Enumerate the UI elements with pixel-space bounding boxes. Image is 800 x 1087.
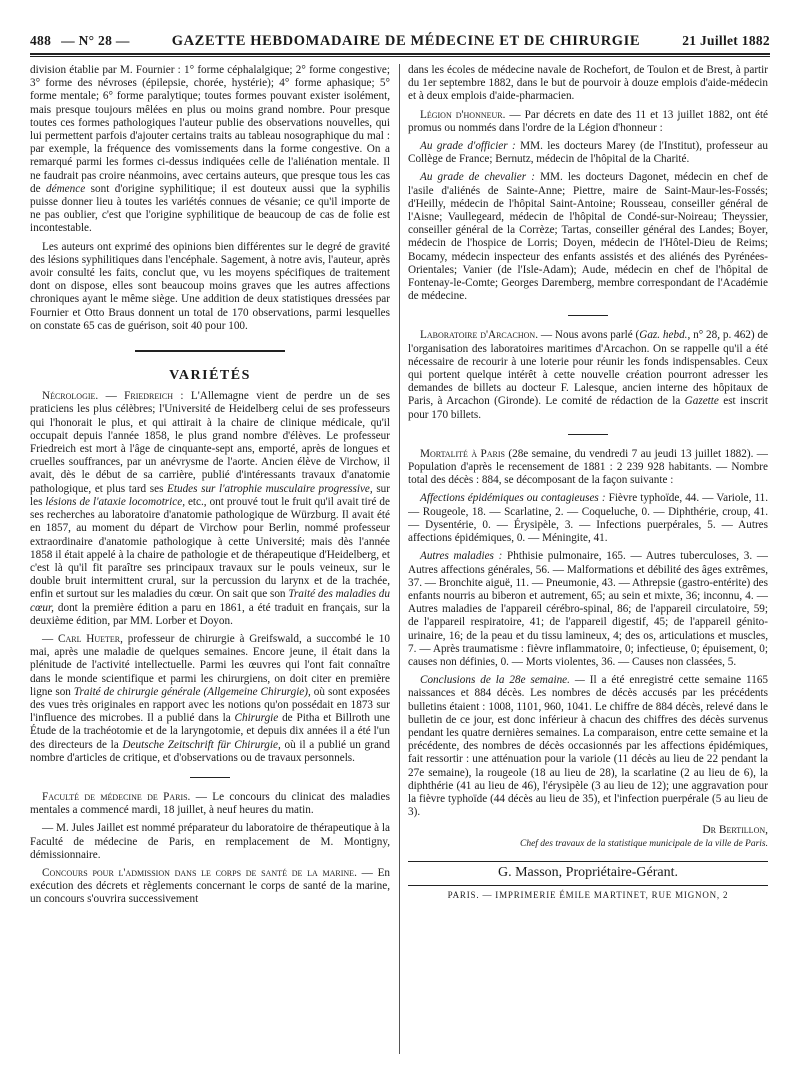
issue-number: — N° 28 —: [61, 33, 130, 48]
short-divider: [190, 777, 230, 779]
header-rule: [30, 53, 770, 55]
paragraph-gravity: Les auteurs ont exprimé des opinions bien différentes sur le degré de gravité des lésions syphilitiques dans l'encéphale. Sagement, à notre avis, l'auteur, après avoir consulté les faits, conclut que, vu les moyens spécifiques de traitement dont on dispose, elles sont beaucoup moins graves que les autres affections chroniques ayant le même siège. Une addition de deux statistiques dressées par Fournier et Otto Braus donnent un total de 170 observations, parmi lesquelles on constate 65 cas de guérison, soit 40 pour 100.: [30, 240, 390, 332]
header-left: [30, 33, 130, 49]
mortality-intro: Mortalité à Paris (28e semaine, du vendredi 7 au jeudi 13 juillet 1882). — Population d'après le recensement de 1881 : 2 239 928 habitants. — Nombre total des décès : 884, se décomposant de la façon suivante :: [408, 447, 768, 487]
section-divider: [135, 349, 285, 353]
notice-jaillet: — M. Jules Jaillet est nommé préparateur du laboratoire de thérapeutique à la Faculté de médecine de Paris, en remplacement de M. Montigny, démissionnaire.: [30, 822, 390, 861]
mortality-other: Autres maladies : Phthisie pulmonaire, 165. — Autres tuberculoses, 3. — Autres affections générales, 56. — Malformations et débilité des âges extrêmes, 37. — Bronchite aiguë, 11. — Pneumonie, 43. — Athrepsie (gastro-entérite) des enfants nourris au biberon et autrement, 65; au sein et mixte, 36; inconnu, 4. — Autres maladies de l'appareil cérébro-spinal, 86; de l'appareil circulatoire, 59; de l'appareil respiratoire, 41; de l'appareil digestif, 45; de l'appareil génito-urinaire, 16; de la peau et du tissu lamineux, 4; des os, articulations et muscles, 7. — Après traumatisme : fièvre inflammatoire, 0; infectieuse, 0; épuisement, 0; causes non définies, 0. — Morts violentes, 36. — Causes non classées, 5.: [408, 550, 768, 668]
short-divider: [568, 315, 608, 317]
signature-title: Chef des travaux de la statistique municipale de la ville de Paris.: [519, 838, 768, 849]
page-header: [30, 30, 770, 52]
short-divider: [568, 434, 608, 436]
gerant-rule: [408, 861, 768, 862]
printer-rule: [408, 885, 768, 886]
list-officiers: Au grade d'officier : MM. les docteurs Marey (de l'Institut), professeur au Collège de France; Bernutz, médecin de l'hôpital de la Charité.: [408, 140, 768, 166]
obituary-friedreich: Nécrologie. — Friedreich : L'Allemagne vient de perdre un de ses praticiens les plus célèbres; l'Université de Heidelberg celui de ses professeurs qui l'honorait le plus, et qui attirait à la chaire de clinique médicale, qu'il occupait depuis l'année 1858, le plus grand nombre d'élèves. Le professeur Friedreich est mort à l'âge de cinquante-sept ans, emporté, après de longues et cruelles souffrances, par un anévrysme de l'aorte. Ancien élève de Virchow, il avait, dès le début de sa carrière, publié d'intéressants travaux d'anatomie pathologique, et plus tard ses Etudes sur l'atrophie musculaire progressive, sur les lésions de l'ataxie locomotrice, etc., ont prouvé tout le fruit qu'il avait tiré de ses recherches au laboratoire d'anatomie pathologique de Würzburg. Il avait été en 1857, au moment du départ de Virchow pour Berlin, nommé professeur extraordinaire d'anatomie pathologique à cette Université; mais dès l'année 1858 il était appelé à la chaire de pathologie et de thérapeutique d'Heidelberg, et c'est là qu'il fit paraître ses principaux travaux sur le pouls veineux, sur le double bruit intermittent crural, sur la percussion du larynx et de la trachée, enfin et surtout sur les maladies du cœur. On sait que son Traité des maladies du cœur, dont la première édition a paru en 1861, a été traduit en français, sur la deuxième édition, par MM. Lorber et Doyon.: [30, 390, 390, 627]
column-rule: [399, 64, 400, 1054]
mortality-epidemic: Affections épidémiques ou contagieuses : Fièvre typhoïde, 44. — Variole, 11. — Rougeole, 18. — Scarlatine, 2. — Coqueluche, 0. — Diphthérie, croup, 41. — Dysentérie, 0. — Érysipèle, 3. — Infections puerpérales, 5. — Autres affections épidémiques, 0. — Méningite, 41.: [408, 492, 768, 545]
obituary-hueter: — Carl Hueter, professeur de chirurgie à Greifswald, a succombé le 10 mai, après une maladie de quelques semaines. Encore jeune, il était dans la plénitude de l'activité intellectuelle. Parmi les œuvres qui l'ont fait connaître dans le monde scientifique et parmi les chirurgiens, on doit citer en première ligne son Traité de chirurgie générale (Allgemeine Chirurgie), où sont exposées des vues très originales en rapport avec les notions qu'on possédait en 1873 sur l'influence des microbes. Il a publié dans la Chirurgie de Pitha et Billroth une Étude de la trachéotomie et de la laryngotomie, et depuis dix années il a été l'un des directeurs de la Deutsche Zeitschrift für Chirurgie, où il a publié un grand nombre d'articles de critique, et d'observations ou de travaux personnels.: [30, 632, 390, 764]
list-chevaliers: Au grade de chevalier : MM. les docteurs Dagonet, médecin en chef de l'asile d'aliénés de Sainte-Anne; Piettre, maire de Saint-Maur-les-Fossés; d'Heilly, médecin de l'hôpital Saint-Antoine; Rousseau, conseiller général de l'Aisne; Vaullegeard, médecin de l'hôpital de Condé-sur-Noireau; Theyssier, conseiller général de la Corrèze; Tartas, conseiller général des Landes; Boyer, médecin de l'hospice de Lorris; Doyen, médecin de l'Hôtel-Dieu de Reims; Bocamy, médecin inspecteur des enfants assistés et des aliénés des Pyrénées-Orientales; Vanier (de l'Isle-Adam); Aude, médecin en chef de l'hôpital de Fontenay-le-Comte; Georges Daremberg, membre correspondant de l'Académie de médecine.: [408, 171, 768, 303]
paragraph-ecoles-navales: dans les écoles de médecine navale de Rochefort, de Toulon et de Brest, à partir du 1er septembre 1882, dans le but de pourvoir à douze emplois d'aide-médecin et à deux emplois d'aide-pharmacien.: [408, 64, 768, 103]
notice-concours-marine: Concours pour l'admission dans le corps de santé de la marine. — En exécution des décrets et règlements concernant le corps de santé de la marine, un concours s'ouvrira successivement: [30, 866, 390, 906]
printer-line: PARIS. — IMPRIMERIE ÉMILE MARTINET, RUE MIGNON, 2: [447, 889, 729, 900]
page-number: 488: [30, 33, 52, 48]
section-title-varietes: VARIÉTÉS: [169, 368, 251, 384]
mortality-conclusions: Conclusions de la 28e semaine. — Il a été enregistré cette semaine 1165 naissances et 884 décès. Les nombres de décès accusés par les précédents bulletins étaient : 1008, 1101, 960, 1041. Le chiffre de 884 décès, relevé dans le bulletin de ce jour, est donc inférieur à chacun des chiffres des décès survenus pendant les quatre dernières semaines. La comparaison, entre cette semaine et la précédente, des nombres de décès occasionnés par les affections épidémiques, fait ressortir : une atténuation pour la variole (11 décès au lieu de 22 pendant la 27e semaine), la rougeole (18 au lieu de 28), la scarlatine (2 au lieu de 6), la diphthérie (41 au lieu de 46), l'érysipèle (3 au lieu de 12); une aggravation pour la fièvre typhoïde (44 décès au lieu de 35), et l'infection puerpérale (5 au lieu de 3).: [408, 674, 768, 819]
issue-date: 21 Juillet 1882: [682, 33, 770, 48]
signature-block: [408, 824, 768, 850]
paragraph-syphilis-forms: division établie par M. Fournier : 1° forme céphalalgique; 2° forme congestive; 3° forme des névroses (épilepsie, chorée, hystérie); 4° forme aphasique; 5° forme mentale; 6° forme paralytique; toutes formes pouvant exister isolément, mais presque toujours mêlées en plus ou moins grand nombre. Pour presque toutes ces formes pathologiques l'auteur publie des observations nouvelles, qui lui permettent parfois d'ajouter certains traits au tableau nosographique du mal : par exemple, la fréquence des vomissements dans la forme congestive. On a remarqué parmi les formes ci-dessus indiquées celle de l'aliénation mentale. Il ne faudrait pas croire néanmoins, avec certains auteurs, que presque tous les cas de démence sont d'origine syphilitique; il est douteux aussi que la syphilis puisse donner lieu à toutes les variétés connues de vésanie; ce qu'il importe de ne pas oublier, c'est que l'origine syphilitique de beaucoup de cas de folie est incontestable.: [30, 64, 390, 235]
notice-arcachon: Laboratoire d'Arcachon. — Nous avons parlé (Gaz. hebd., n° 28, p. 462) de l'organisation des laboratoires maritimes d'Arcachon. On se rappelle qu'il a été nécessaire de recourir à une loterie pour réunir les fonds indispensables. Ceux qui portent quelque intérêt à cette nouvelle création pourront adresser les demandes de billets au docteur F. Lalesque, ancien interne des hôpitaux de Paris, à Arcachon (Gironde). Le comité de rédaction de la Gazette est inscrit pour 170 billets.: [408, 329, 768, 421]
header-rule-thin: [30, 56, 770, 57]
notice-legion-honneur: Légion d'honneur. — Par décrets en date des 11 et 13 juillet 1882, ont été promus ou nommés dans l'ordre de la Légion d'honneur :: [408, 108, 768, 134]
journal-title: GAZETTE HEBDOMADAIRE DE MÉDECINE ET DE CHIRURGIE: [171, 32, 641, 49]
right-column: [408, 64, 768, 1054]
left-column: [30, 64, 390, 1054]
publisher-line: G. Masson, Propriétaire-Gérant.: [497, 864, 678, 880]
newspaper-page: [30, 30, 770, 1060]
signature-name: Dr Bertillon,: [702, 824, 768, 837]
notice-faculte: Faculté de médecine de Paris. — Le concours du clinicat des maladies mentales a commencé mardi, 18 juillet, à neuf heures du matin.: [30, 790, 390, 817]
